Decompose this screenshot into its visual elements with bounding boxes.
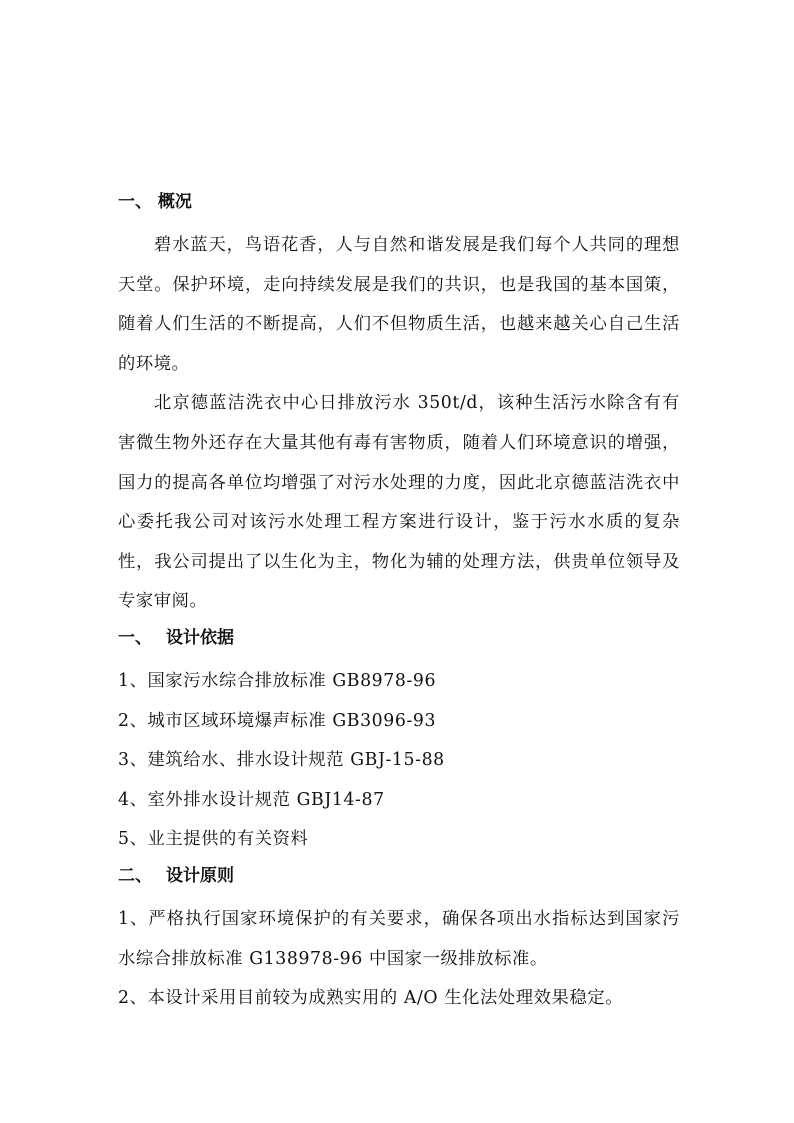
section-design-principles-title: 设计原则 bbox=[166, 865, 234, 886]
section-design-basis-number: 一、 bbox=[118, 627, 152, 648]
section-design-principles-heading bbox=[118, 860, 680, 900]
design-principle-2: 2、本设计采用目前较为成熟实用的 A/O 生化法处理效果稳定。 bbox=[118, 988, 624, 1009]
overview-paragraph-1: 碧水蓝天，鸟语花香，人与自然和谐发展是我们每个人共同的理想天堂。保护环境，走向持续发展是我们的共识，也是我国的基本国策，随着人们生活的不断提高，人们不但物质生活，也越来越关心自己生活的环境。 bbox=[118, 235, 680, 374]
section-design-basis-title: 设计依据 bbox=[166, 627, 234, 648]
design-basis-item-2: 2、城市区域环境爆声标准 GB3096-93 bbox=[118, 710, 437, 731]
design-basis-item-3: 3、建筑给水、排水设计规范 GBJ-15-88 bbox=[118, 750, 445, 771]
design-basis-item-1: 1、国家污水综合排放标准 GB8978-96 bbox=[118, 670, 437, 691]
section-overview-heading bbox=[118, 186, 680, 226]
document-page bbox=[118, 186, 680, 1019]
overview-paragraph-2: 北京德蓝洁洗衣中心日排放污水 350t/d，该种生活污水除含有有害微生物外还存在大量其他有毒有害物质，随着人们环境意识的增强，国力的提高各单位均增强了对污水处理的力度，因此北京德蓝洁洗衣中心委托我公司对该污水处理工程方案进行设计，鉴于污水水质的复杂性，我公司提出了以生化为主，物化为辅的处理方法，供贵单位领导及专家审阅。 bbox=[118, 393, 680, 612]
design-principle-1: 1、严格执行国家环境保护的有关要求，确保各项出水指标达到国家污水综合排放标准 G138978-96 中国家一级排放标准。 bbox=[118, 908, 680, 969]
design-basis-item-4: 4、室外排水设计规范 GBJ14-87 bbox=[118, 789, 385, 810]
section-overview-title: 一、 概况 bbox=[118, 192, 192, 212]
section-design-principles-number: 二、 bbox=[118, 865, 152, 886]
design-basis-item-5: 5、业主提供的有关资料 bbox=[118, 829, 309, 850]
section-design-basis-heading bbox=[118, 622, 680, 662]
